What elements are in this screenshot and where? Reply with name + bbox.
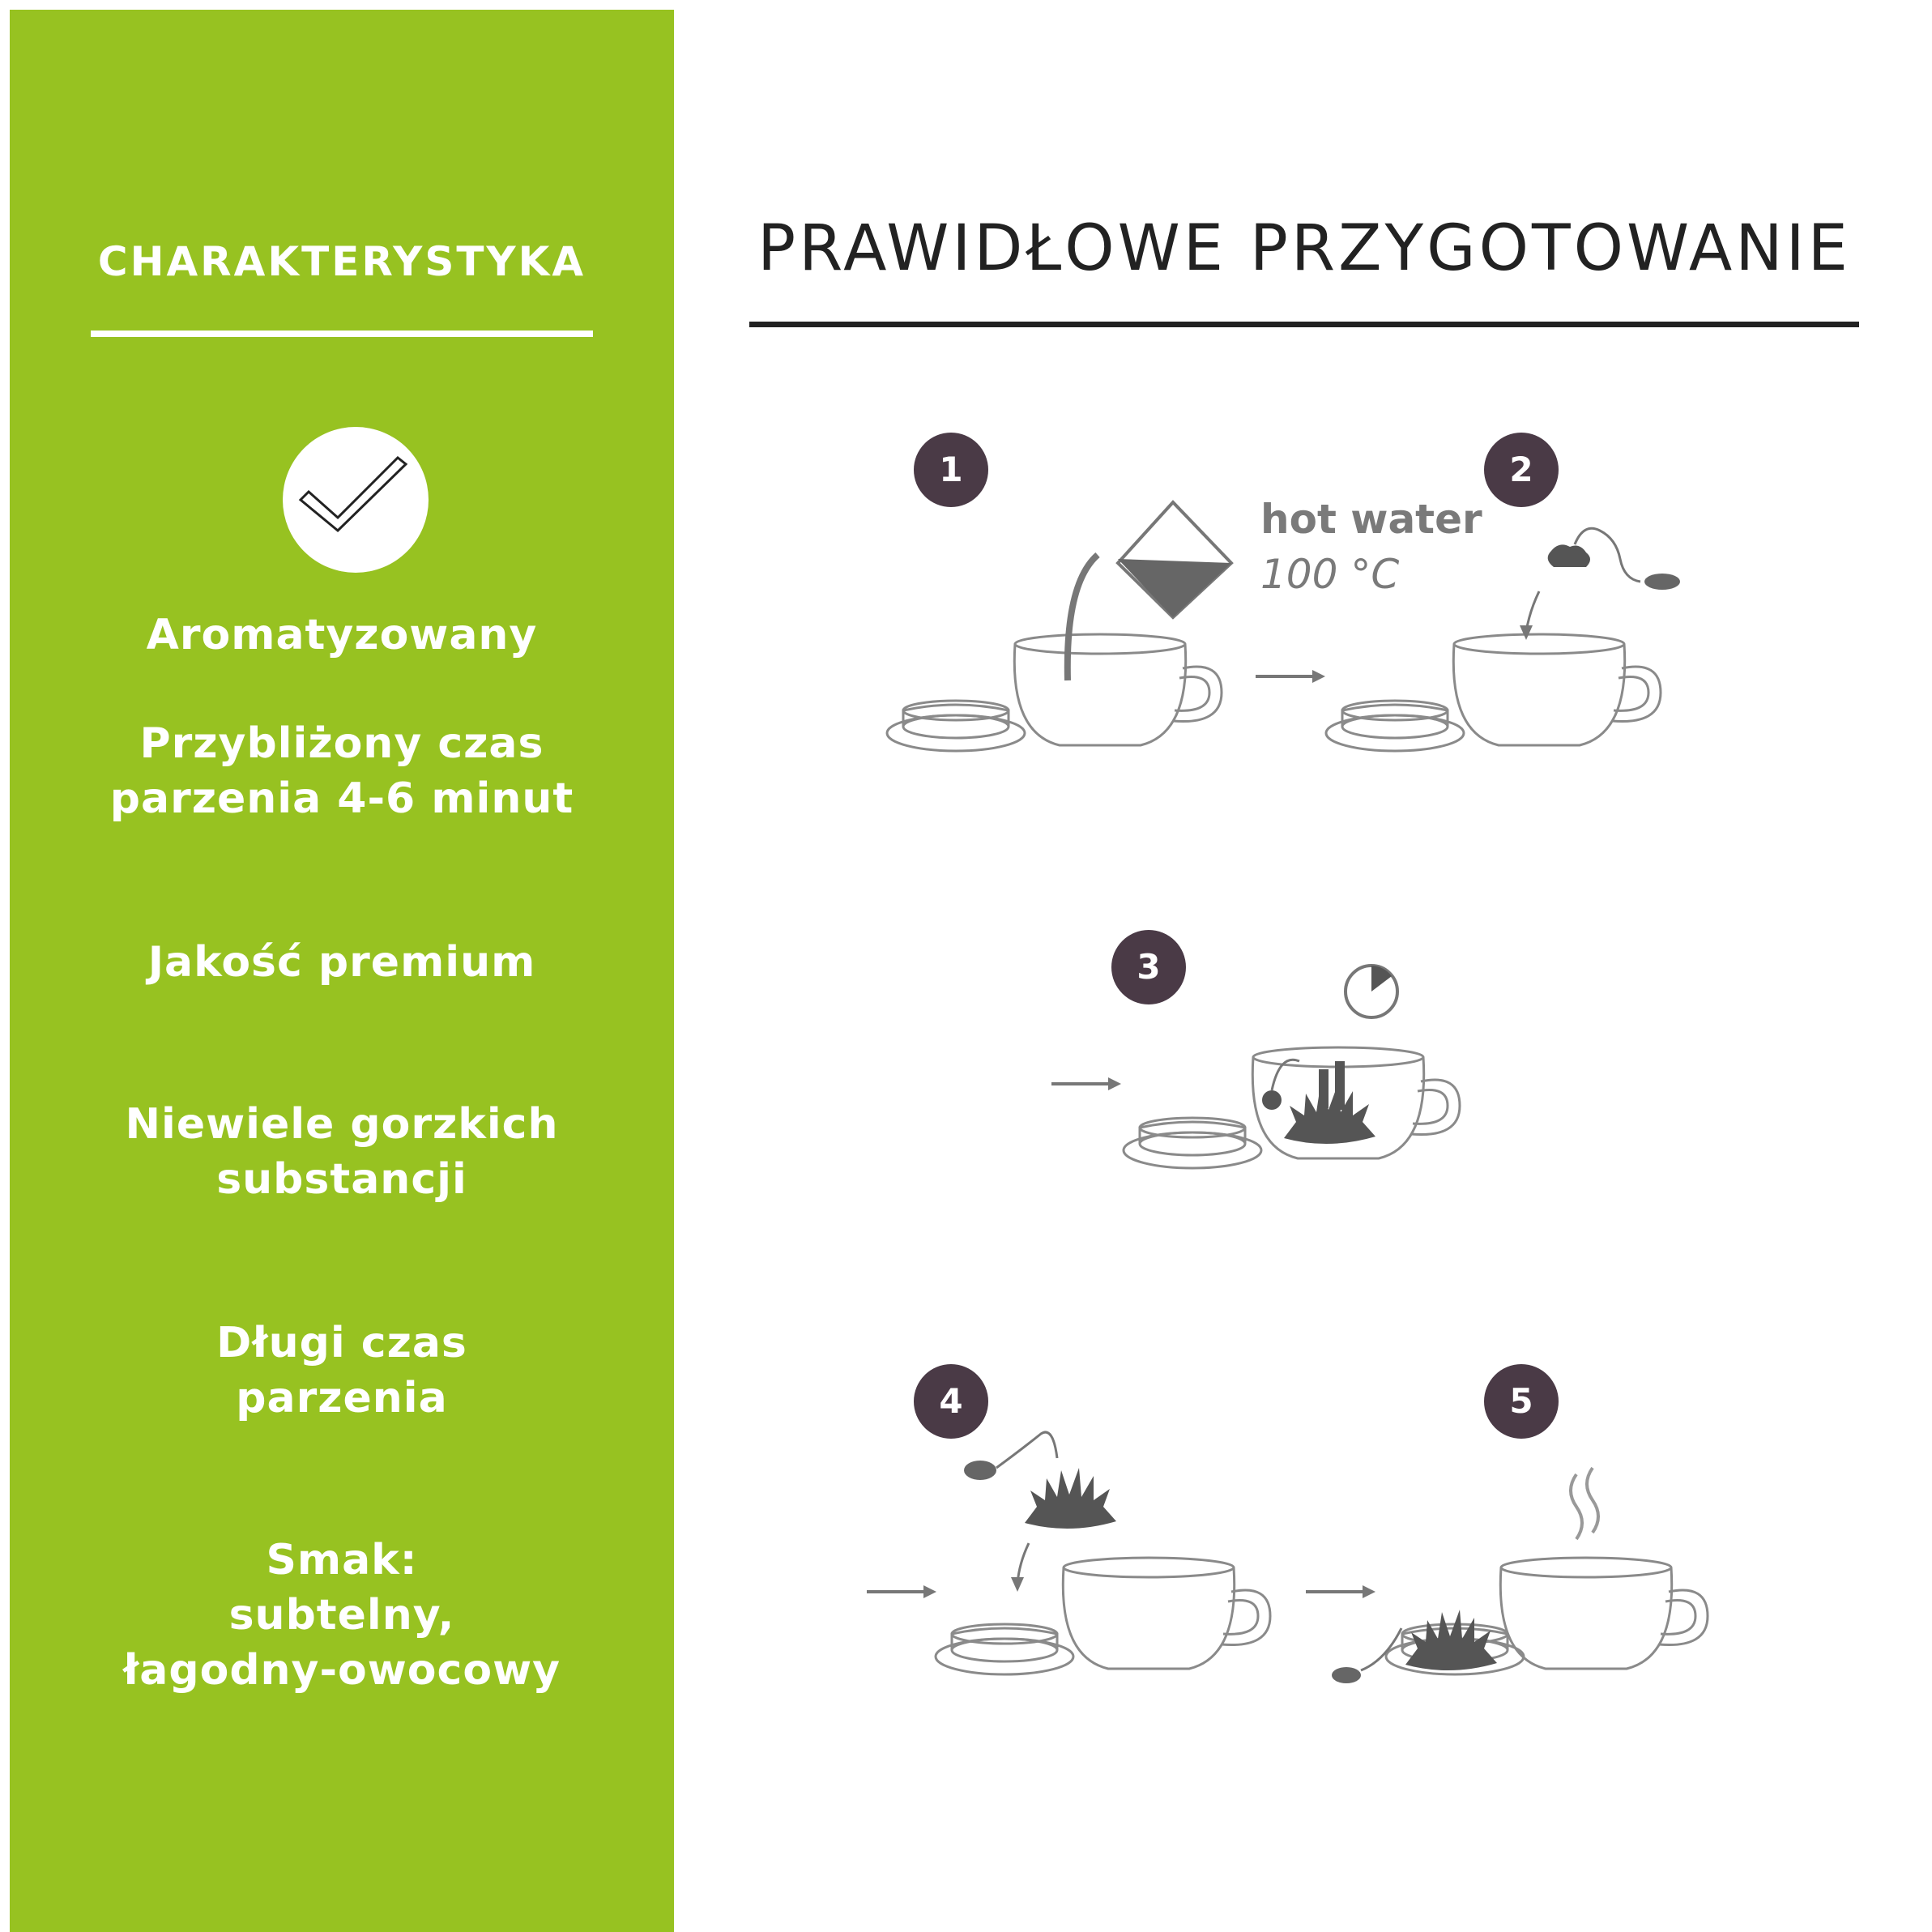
arrow-icon — [1051, 1077, 1121, 1090]
add-tea-ball-icon — [1326, 528, 1680, 751]
characteristics-title: CHARAKTERYSTYKA — [97, 238, 586, 285]
feature-line: substancji — [216, 1155, 467, 1204]
step-badge-4: 4 — [914, 1364, 988, 1439]
feature-line: Niewiele gorzkich — [125, 1100, 559, 1149]
feature-line: Smak: — [266, 1536, 418, 1584]
feature-line: parzenia 4-6 minut — [109, 774, 574, 823]
pour-water-icon — [887, 502, 1231, 751]
hot-water-label: hot water — [1260, 496, 1482, 543]
step-badge-3: 3 — [1111, 930, 1186, 1004]
steeping-timer-icon — [1124, 966, 1460, 1168]
temperature-label: 100 °C — [1260, 551, 1400, 598]
arrow-icon — [1306, 1585, 1375, 1598]
feature-line: łagodny-owocowy — [122, 1646, 561, 1695]
feature-line: parzenia — [236, 1374, 448, 1422]
feature-line: Długi czas — [216, 1319, 467, 1367]
step-badge-1: 1 — [914, 433, 988, 507]
remove-flower-icon — [936, 1432, 1270, 1674]
feature-line: Przybliżony czas — [139, 719, 544, 768]
feature-line: subtelny, — [228, 1591, 455, 1640]
arrow-icon — [1256, 670, 1325, 683]
preparation-title: PRAWIDŁOWE PRZYGOTOWANIE — [757, 212, 1851, 285]
arrow-icon — [867, 1585, 936, 1598]
step-badge-2: 2 — [1484, 433, 1559, 507]
serve-tea-icon — [1332, 1468, 1708, 1683]
step-badge-5: 5 — [1484, 1364, 1559, 1439]
feature-line: Aromatyzowany — [146, 611, 538, 659]
feature-line: Jakość premium — [147, 938, 536, 987]
